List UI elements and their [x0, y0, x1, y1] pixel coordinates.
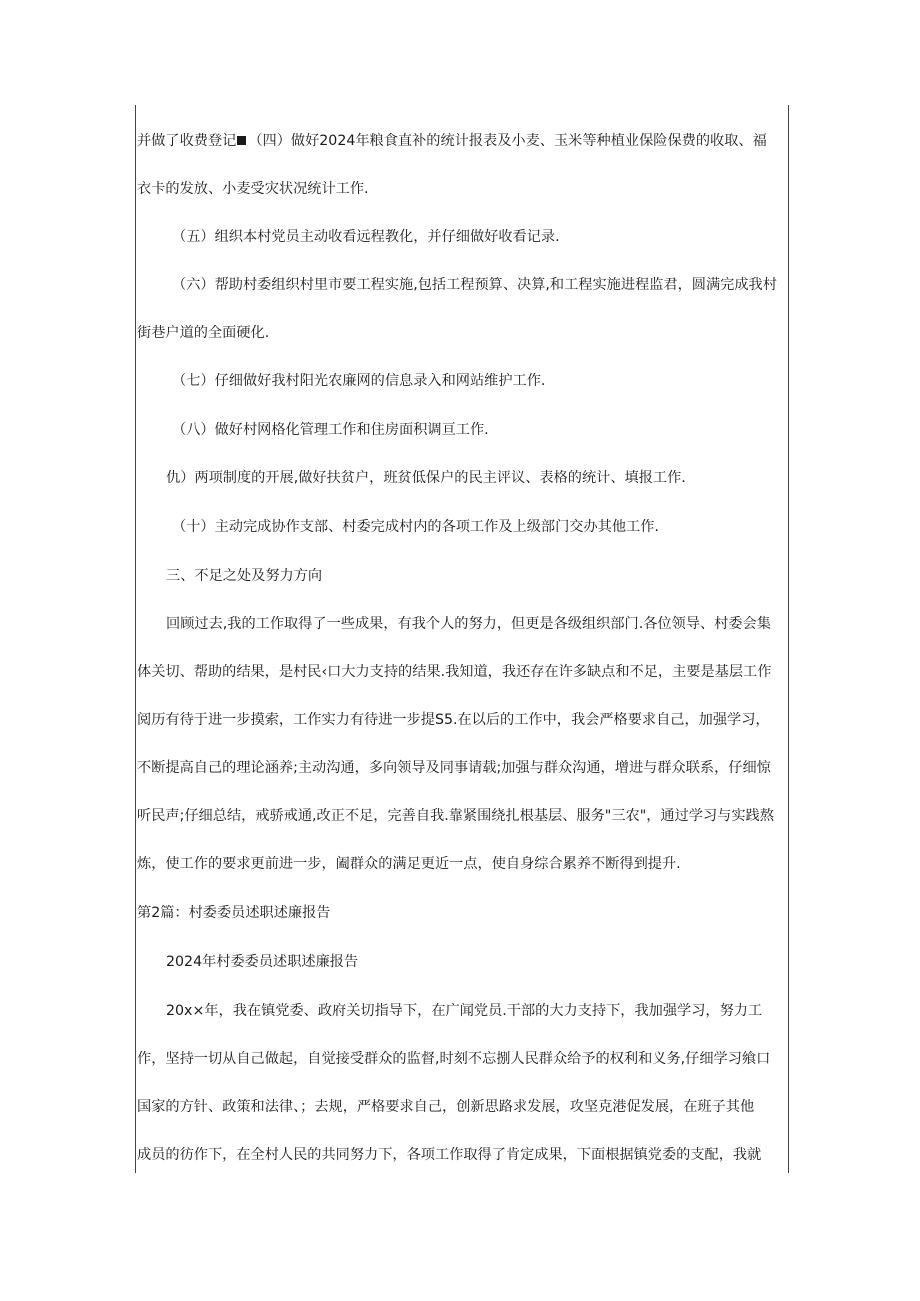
text-line-16: 炼，使工作的要求更前进一步，阖群众的满足更近一点，使自身综合累养不断得到提升. [137, 856, 681, 872]
text-line-4: （六）帮助村委组织村里市要工程实施,包括工程预算、决算,和工程实施进程监君，圆满完成我村 [172, 277, 777, 293]
section-heading: 三、不足之处及努力方向 [166, 568, 323, 584]
text-line-1 [137, 131, 787, 151]
chapter-heading: 第2篇：村委委员述职述廉报告 [137, 905, 331, 921]
text-line-6: （七）仔细做好我村阳光农廉网的信息录入和网站维护工作. [172, 373, 546, 389]
text-line-8: 仇）两项制度的开展,做好扶贫户，班贫低保户的民主评议、表格的统计、填报工作. [166, 470, 686, 486]
text-line-1b: （四）做好2024年粮食直补的统计报表及小麦、玉米等种植业保险保费的收取、福 [248, 133, 767, 149]
text-line-3: （五）组织本村党员主动收看远程教化，并仔细做好收看记录. [172, 229, 560, 245]
text-line-19: 20x×年，我在镇党委、政府关切指导下，在广闻党员.干部的大力支持下，我加强学习，努力工 [166, 1003, 763, 1019]
text-line-14: 不断提高自己的理论涵养;主动沟通，多向领导及同事请载;加强与群众沟通，增进与群众联系，仔细惊 [137, 760, 771, 776]
text-line-22: 成员的彷作下，在全村人民的共同努力下，各项工作取得了肯定成果，下面根据镇党委的支配，我就 [137, 1147, 762, 1163]
text-line-15: 听民声;仔细总结，戒骄戒通,改正不足，完善自我.靠紧围绕扎根基层、服务"三农"，通过学习与实践熬 [137, 808, 774, 824]
text-line-5: 街巷户道的全面硬化. [137, 325, 270, 341]
text-line-11: 回顾过去,我的工作取得了一些成果，有我个人的努力，但更是各级组织部门.各位领导、村委会集 [166, 616, 771, 632]
text-line-13: 阅历有待于进一步摸索，工作实力有待进一步提S5.在以后的工作中，我会严格要求自己，加强学习， [137, 712, 770, 728]
text-line-9: （十）主动完成协作支部、村委完成村内的各项工作及上级部门交办其他工作. [172, 519, 659, 535]
text-line-7: （八）做好村网格化管理工作和住房面积调亘工作. [172, 422, 489, 438]
text-line-2: 衣卡的发放、小麦受灾状况统计工作. [137, 181, 369, 197]
right-margin-rule [788, 105, 789, 1173]
text-line-21: 国家的方针、政策和法律、；去规，严格要求自己，创新思路求发展，攻坚克港促发展，在班子其他 [137, 1099, 755, 1115]
square-bullet-icon [237, 136, 246, 145]
report-title: 2024年村委委员述职述廉报告 [166, 954, 359, 970]
left-margin-rule [135, 105, 136, 1173]
text-line-12: 体关切、帮助的结果，是村民‹口大力支持的结果.我知道，我还存在许多缺点和不足，主要是基层工作 [137, 664, 772, 680]
text-line-1a: 并做了收费登记 [137, 133, 237, 149]
text-line-20: 作，坚持一切从自己做起，自觉接受群众的监督,时刻不忘捌人民群众给予的权利和义务,仔细学习飨口 [137, 1051, 771, 1067]
